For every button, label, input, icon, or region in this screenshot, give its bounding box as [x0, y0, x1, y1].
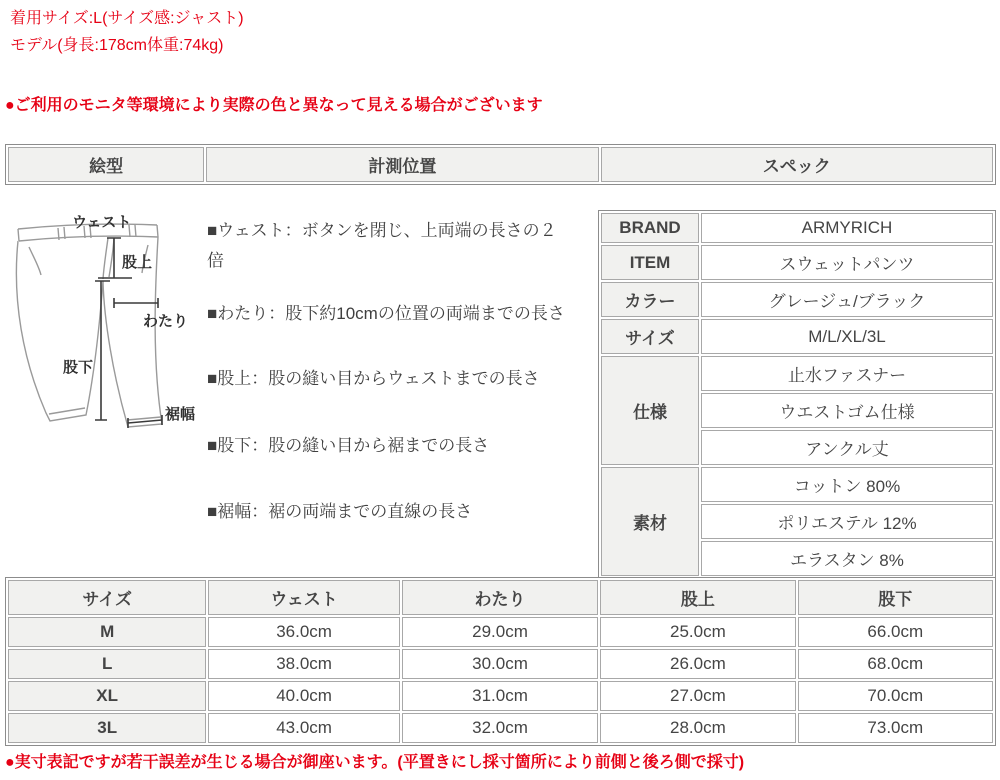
diagram-label-hem-width: 裾幅 — [165, 406, 196, 423]
measure-desc-inseam: ■股下：股の縫い目から裾までの長さ — [207, 436, 490, 455]
monitor-color-notice: ●ご利用のモニタ等環境により実際の色と異なって見える場合がございます — [5, 97, 543, 114]
diagram-label-waist: ウェスト — [72, 214, 132, 231]
size-3l-inseam: 73.0cm — [798, 713, 993, 743]
size-chart-header-size: サイズ — [8, 580, 206, 615]
size-m-waist: 36.0cm — [208, 617, 399, 647]
spec-row-size — [601, 319, 993, 354]
spec-table — [598, 210, 996, 579]
wearing-size-note: 着用サイズ:L(サイズ感:ジャスト) — [10, 10, 244, 27]
size-label-xl: XL — [8, 681, 206, 711]
size-chart-row-3l — [8, 713, 993, 743]
size-label-3l: 3L — [8, 713, 206, 743]
spec-label-material: 素材 — [601, 467, 699, 576]
size-l-thigh: 30.0cm — [402, 649, 598, 679]
size-3l-waist: 43.0cm — [208, 713, 399, 743]
size-chart-header-row — [8, 580, 993, 615]
spec-value-size: M/L/XL/3L — [701, 319, 993, 354]
measure-desc-waist: ■ウェスト：ボタンを閉じ、上両端の長さの２倍 — [207, 221, 557, 270]
size-chart-row-xl — [8, 681, 993, 711]
spec-row-feature — [601, 356, 993, 391]
size-label-l: L — [8, 649, 206, 679]
spec-label-item: ITEM — [601, 245, 699, 280]
spec-value-feature-1: 止水ファスナー — [701, 356, 993, 391]
measurement-tolerance-notice: ●実寸表記ですが若干誤差が生じる場合が御座います。(平置きにし採寸箇所により前側と後ろ側で採寸) — [5, 754, 745, 771]
diagram-label-inseam: 股下 — [63, 359, 94, 376]
spec-value-brand: ARMYRICH — [701, 213, 993, 243]
size-chart-row-m — [8, 617, 993, 647]
spec-value-material-2: ポリエステル 12% — [701, 504, 993, 539]
spec-row-brand — [601, 213, 993, 243]
section-header-table — [5, 144, 996, 185]
size-chart-row-l — [8, 649, 993, 679]
spec-value-color: グレージュ/ブラック — [701, 282, 993, 317]
spec-label-brand: BRAND — [601, 213, 699, 243]
measure-desc-rise: ■股上：股の縫い目からウェストまでの長さ — [207, 369, 540, 388]
section-header-measure-position: 計測位置 — [206, 147, 598, 182]
size-l-rise: 26.0cm — [600, 649, 795, 679]
spec-value-item: スウェットパンツ — [701, 245, 993, 280]
spec-row-material — [601, 467, 993, 502]
size-xl-thigh: 31.0cm — [402, 681, 598, 711]
spec-value-material-3: エラスタン 8% — [701, 541, 993, 576]
spec-row-item — [601, 245, 993, 280]
spec-row-color — [601, 282, 993, 317]
size-m-thigh: 29.0cm — [402, 617, 598, 647]
size-chart-header-inseam: 股下 — [798, 580, 993, 615]
size-xl-waist: 40.0cm — [208, 681, 399, 711]
spec-label-feature: 仕様 — [601, 356, 699, 465]
section-header-spec: スペック — [601, 147, 993, 182]
spec-value-feature-2: ウエストゴム仕様 — [701, 393, 993, 428]
spec-label-size: サイズ — [601, 319, 699, 354]
pants-diagram — [5, 205, 205, 440]
size-chart-header-thigh: わたり — [402, 580, 598, 615]
size-l-inseam: 68.0cm — [798, 649, 993, 679]
spec-value-material-1: コットン 80% — [701, 467, 993, 502]
size-chart-table — [5, 577, 996, 746]
model-info-note: モデル(身長:178cm体重:74kg) — [10, 37, 224, 54]
size-chart-header-rise: 股上 — [600, 580, 795, 615]
size-m-inseam: 66.0cm — [798, 617, 993, 647]
size-label-m: M — [8, 617, 206, 647]
section-header-row — [8, 147, 993, 182]
size-3l-rise: 28.0cm — [600, 713, 795, 743]
size-xl-inseam: 70.0cm — [798, 681, 993, 711]
size-m-rise: 25.0cm — [600, 617, 795, 647]
diagram-label-rise: 股上 — [122, 254, 153, 271]
measure-desc-hem-width: ■裾幅：裾の両端までの直線の長さ — [207, 502, 473, 521]
size-xl-rise: 27.0cm — [600, 681, 795, 711]
spec-label-color: カラー — [601, 282, 699, 317]
size-chart-header-waist: ウェスト — [208, 580, 399, 615]
size-l-waist: 38.0cm — [208, 649, 399, 679]
measure-desc-thigh: ■わたり：股下約10cmの位置の両端までの長さ — [207, 304, 565, 323]
spec-value-feature-3: アンクル丈 — [701, 430, 993, 465]
size-3l-thigh: 32.0cm — [402, 713, 598, 743]
section-header-diagram: 絵型 — [8, 147, 204, 182]
diagram-label-thigh: わたり — [143, 313, 189, 330]
